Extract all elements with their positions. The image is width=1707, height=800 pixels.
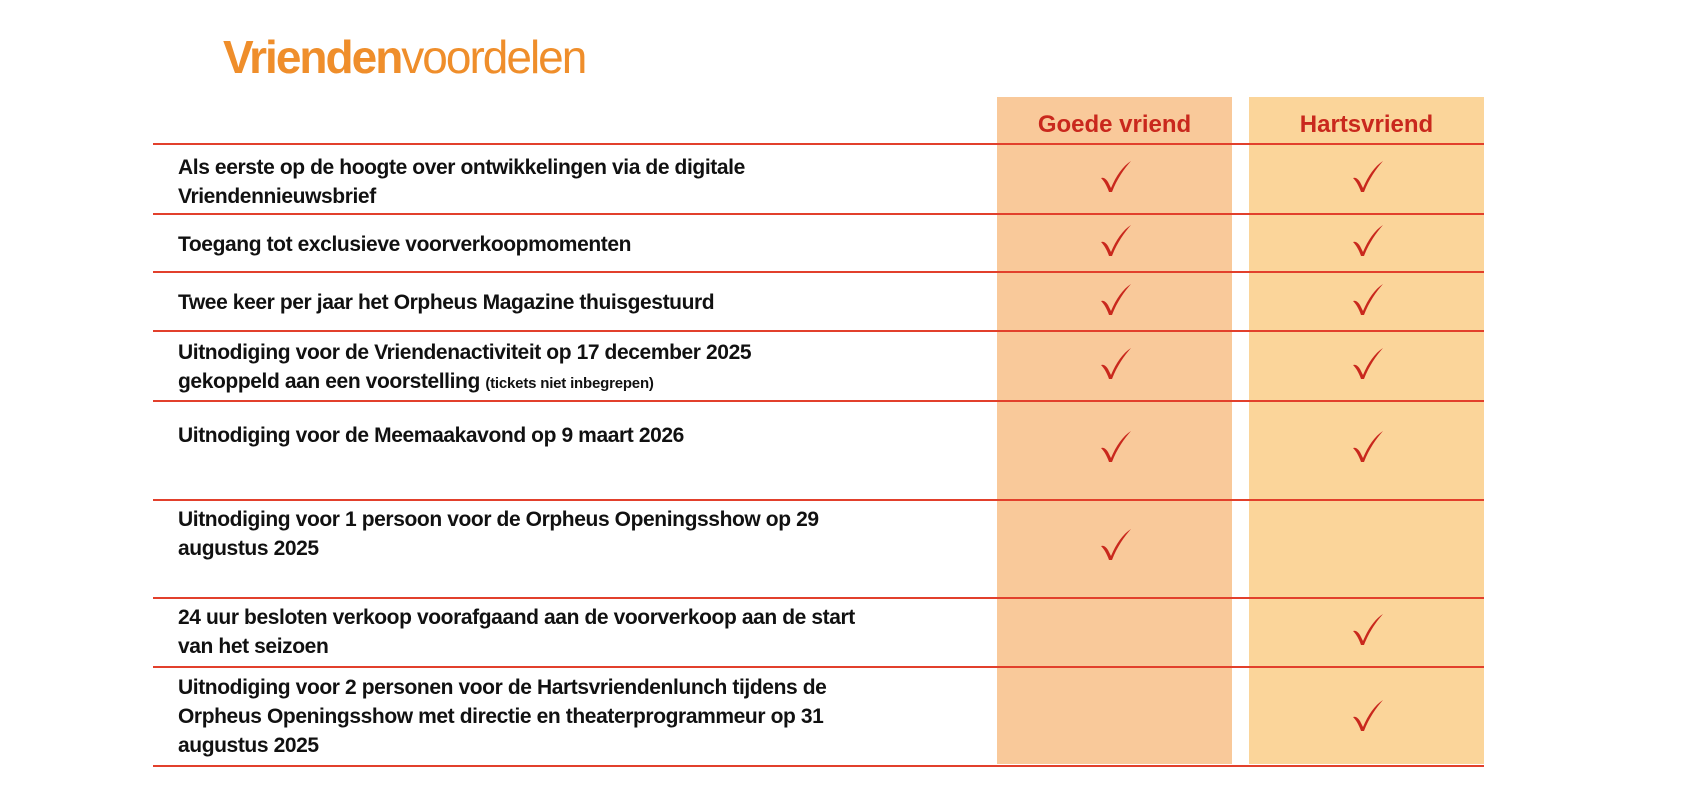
benefit-row-text <box>178 603 958 661</box>
benefit-row-text <box>178 505 958 563</box>
benefit-line: gekoppeld aan een voorstelling <box>178 370 480 393</box>
checkmark-icon <box>1347 696 1387 736</box>
row-divider <box>153 765 1484 767</box>
benefit-line: Als eerste op de hoogte over ontwikkelingen via de digitale <box>178 156 745 179</box>
benefit-line: augustus 2025 <box>178 537 319 560</box>
checkmark-icon <box>1095 221 1135 261</box>
checkmark-icon <box>1347 344 1387 384</box>
benefit-row-text <box>178 153 958 211</box>
row-divider <box>153 400 1484 402</box>
checkmark-icon <box>1347 221 1387 261</box>
checkmark-icon <box>1095 525 1135 565</box>
benefit-line: 24 uur besloten verkoop voorafgaand aan de voorverkoop aan de start <box>178 606 855 629</box>
benefit-line: augustus 2025 <box>178 734 319 757</box>
checkmark-icon <box>1095 344 1135 384</box>
row-divider <box>153 213 1484 215</box>
checkmark-icon <box>1347 610 1387 650</box>
row-divider <box>153 666 1484 668</box>
column-header-hartsvriend: Hartsvriend <box>1299 111 1434 138</box>
benefit-row-text <box>178 673 958 760</box>
benefit-row-text <box>178 230 958 259</box>
checkmark-icon <box>1347 280 1387 320</box>
benefit-line: Uitnodiging voor 1 persoon voor de Orpheus Openingsshow op 29 <box>178 508 819 531</box>
row-divider <box>153 143 1484 145</box>
benefit-line: Vriendennieuwsbrief <box>178 185 376 208</box>
checkmark-icon <box>1347 157 1387 197</box>
checkmark-icon <box>1095 157 1135 197</box>
benefit-row-text <box>178 338 958 398</box>
title-light: voordelen <box>401 31 586 83</box>
benefit-row-text <box>178 421 958 450</box>
benefit-line: Uitnodiging voor de Meemaakavond op 9 maart 2026 <box>178 424 684 447</box>
benefit-line: Orpheus Openingsshow met directie en theaterprogrammeur op 31 <box>178 705 824 728</box>
row-divider <box>153 499 1484 501</box>
benefit-note: (tickets niet inbegrepen) <box>485 375 654 392</box>
checkmark-icon <box>1095 427 1135 467</box>
benefit-row-text <box>178 288 958 317</box>
row-divider <box>153 597 1484 599</box>
checkmark-icon <box>1347 427 1387 467</box>
column-header-goede-vriend: Goede vriend <box>1037 111 1192 138</box>
checkmark-icon <box>1095 280 1135 320</box>
benefit-line: Uitnodiging voor de Vriendenactiviteit op 17 december 2025 <box>178 341 752 364</box>
benefit-line: Toegang tot exclusieve voorverkoopmomenten <box>178 233 632 256</box>
benefit-line: van het seizoen <box>178 635 329 658</box>
row-divider <box>153 330 1484 332</box>
page-title <box>223 31 586 83</box>
benefit-line: Twee keer per jaar het Orpheus Magazine thuisgestuurd <box>178 291 715 314</box>
title-bold: Vrienden <box>223 31 402 83</box>
benefit-line: Uitnodiging voor 2 personen voor de Hartsvriendenlunch tijdens de <box>178 676 827 699</box>
row-divider <box>153 271 1484 273</box>
